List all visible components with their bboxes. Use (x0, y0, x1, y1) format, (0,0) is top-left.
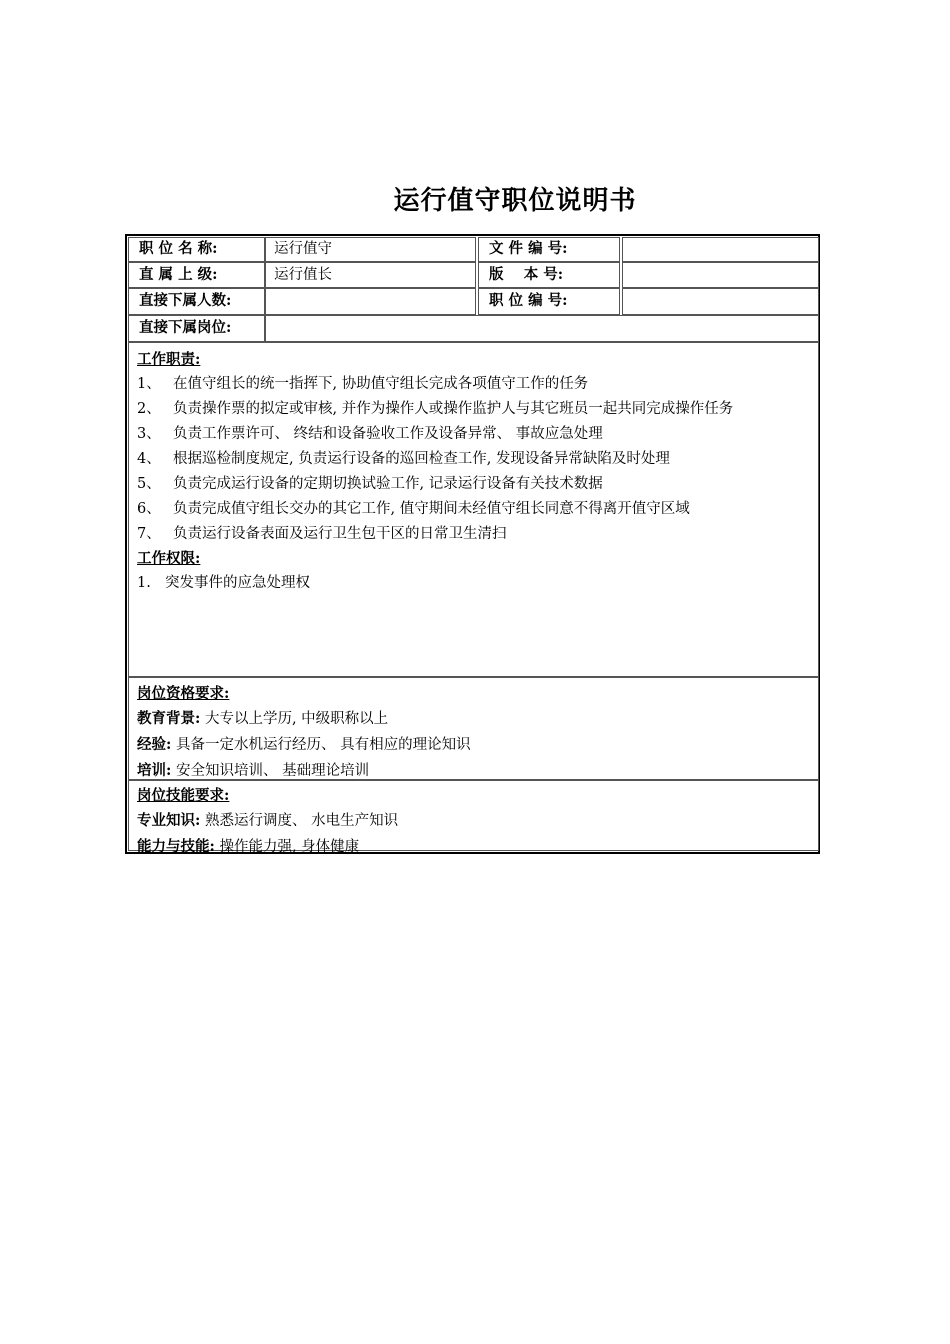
qualifications-heading: 岗位资格要求: (137, 685, 230, 702)
authority-item: 1. 突发事件的应急处理权 (137, 575, 310, 591)
subordinate-positions-value (265, 315, 819, 342)
subordinate-count-label: 直接下属人数: (128, 288, 265, 315)
document-title: 运行值守职位说明书 (393, 186, 637, 216)
document-number-value (622, 237, 819, 262)
position-number-value (622, 288, 819, 315)
professional-knowledge-line: 专业知识: 熟悉运行调度、 水电生产知识 (137, 812, 399, 829)
skills-heading: 岗位技能要求: (137, 787, 230, 804)
abilities-line: 能力与技能: 操作能力强, 身体健康 (137, 838, 360, 855)
position-name-value: 运行值守 (265, 237, 476, 262)
duties-section (128, 342, 819, 677)
training-line: 培训: 安全知识培训、 基础理论培训 (137, 762, 370, 779)
duty-item: 1、 在值守组长的统一指挥下, 协助值守组长完成各项值守工作的任务 (137, 376, 589, 392)
education-line: 教育背景: 大专以上学历, 中级职称以上 (137, 710, 389, 727)
authority-heading: 工作权限: (137, 550, 201, 567)
duty-item: 2、 负责操作票的拟定或审核, 并作为操作人或操作监护人与其它班员一起共同完成操作任务 (137, 401, 734, 417)
duty-item: 6、 负责完成值守组长交办的其它工作, 值守期间未经值守组长同意不得离开值守区域 (137, 501, 690, 517)
skills-section (128, 780, 819, 855)
experience-line: 经验: 具备一定水机运行经历、 具有相应的理论知识 (137, 736, 471, 753)
duty-item: 4、 根据巡检制度规定, 负责运行设备的巡回检查工作, 发现设备异常缺陷及时处理 (137, 451, 670, 467)
qualifications-section (128, 677, 819, 780)
version-number-value (622, 262, 819, 288)
position-name-label: 职 位 名 称: (128, 237, 265, 262)
duty-item: 3、 负责工作票许可、 终结和设备验收工作及设备异常、 事故应急处理 (137, 426, 603, 442)
version-number-label: 版 本 号: (478, 262, 620, 288)
duties-heading: 工作职责: (137, 351, 201, 368)
duty-item: 7、 负责运行设备表面及运行卫生包干区的日常卫生清扫 (137, 526, 507, 542)
position-number-label: 职 位 编 号: (478, 288, 620, 315)
subordinate-positions-label: 直接下属岗位: (128, 315, 265, 342)
direct-superior-label: 直 属 上 级: (128, 262, 265, 288)
duty-item: 5、 负责完成运行设备的定期切换试验工作, 记录运行设备有关技术数据 (137, 476, 603, 492)
direct-superior-value: 运行值长 (265, 262, 476, 288)
subordinate-count-value (265, 288, 476, 315)
document-number-label: 文 件 编 号: (478, 237, 620, 262)
